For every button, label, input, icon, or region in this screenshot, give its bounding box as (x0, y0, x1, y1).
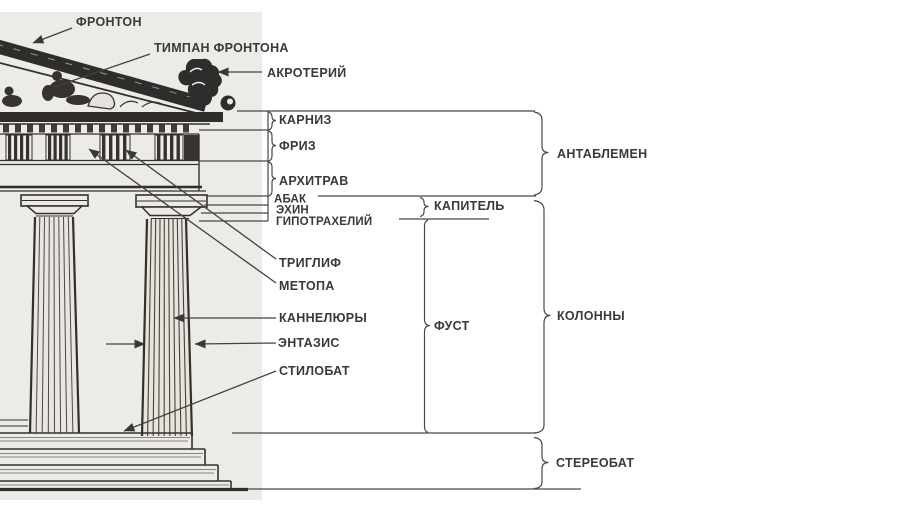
label-abak: АБАК (274, 193, 307, 206)
label-entazis: ЭНТАЗИС (278, 336, 340, 350)
label-gipotrakheliy: ГИПОТРАХЕЛИЙ (276, 216, 373, 228)
label-arkhitrav: АРХИТРАВ (279, 174, 349, 188)
label-metopa: МЕТОПА (279, 279, 335, 293)
cornice-corner-knob (221, 96, 236, 111)
stereobat-brace (534, 438, 549, 489)
kolonny-brace (534, 201, 551, 434)
friz-brace (269, 131, 277, 161)
label-timpan: ТИМПАН ФРОНТОНА (154, 41, 289, 55)
label-kolonny: КОЛОННЫ (557, 309, 625, 323)
label-stereobat: СТЕРЕОБАТ (556, 456, 635, 470)
label-antablemen: АНТАБЛЕМЕН (557, 147, 648, 161)
label-fronton: ФРОНТОН (76, 15, 142, 29)
label-kannelyury: КАННЕЛЮРЫ (279, 311, 367, 325)
label-stilobat: СТИЛОБАТ (279, 364, 350, 378)
label-kapitel: КАПИТЕЛЬ (434, 199, 505, 213)
fust-brace (425, 220, 431, 433)
label-fust: ФУСТ (434, 319, 470, 333)
antablemen-brace (534, 112, 549, 195)
left-column-shaft (30, 217, 79, 433)
label-akroteriy: АКРОТЕРИЙ (267, 66, 347, 80)
label-triglif: ТРИГЛИФ (279, 256, 342, 270)
label-friz: ФРИЗ (279, 139, 317, 153)
karniz-brace (269, 112, 277, 130)
right-column-shaft (142, 219, 192, 436)
kapitel-brace (420, 198, 429, 217)
label-ekhin: ЭХИН (276, 204, 309, 217)
arkhitrav-brace (269, 162, 277, 196)
label-karniz: КАРНИЗ (279, 113, 332, 127)
